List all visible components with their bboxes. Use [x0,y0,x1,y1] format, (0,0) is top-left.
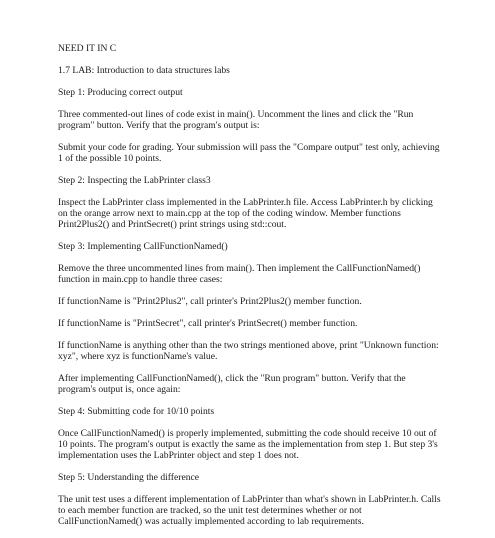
step5-paragraph-1: The unit test uses a different implementation of LabPrinter than what's shown in LabPrinter.h. Calls to each member function are tracked, so the unit test determines whether or not CallFunctionNamed() was actually implemented according to lab requirements. [58,494,441,527]
step4-paragraph-1: Once CallFunctionNamed() is properly implemented, submitting the code should receive 10 out of 10 points. The program's output is exactly the same as the implementation from step 1. But step 3's implementation uses the LabPrinter object and step 1 does not. [58,428,438,461]
step1-heading: Step 1: Producing correct output [58,87,183,98]
step2-paragraph-1: Inspect the LabPrinter class implemented in the LabPrinter.h file. Access LabPrinter.h by clicking on the orange arrow next to main.cpp at the top of the coding window. Member functions Print2Plus2() and PrintSecret() print strings using std::cout. [58,197,433,230]
document-body [58,43,442,538]
step3-paragraph-2: After implementing CallFunctionNamed(), click the "Run program" button. Verify that the program's output is, once again: [58,373,406,395]
step3-case-2: If functionName is "PrintSecret", call printer's PrintSecret() member function. [58,318,358,329]
step2-heading: Step 2: Inspecting the LabPrinter class3 [58,175,211,186]
document-title: NEED IT IN C [58,43,117,54]
lab-title: 1.7 LAB: Introduction to data structures labs [58,65,230,76]
step1-paragraph-2: Submit your code for grading. Your submission will pass the "Compare output" test only, achieving 1 of the possible 10 points. [58,142,440,164]
step1-paragraph-1: Three commented-out lines of code exist in main(). Uncomment the lines and click the "Run program" button. Verify that the program's output is: [58,109,414,131]
step3-paragraph-1: Remove the three uncommented lines from main(). Then implement the CallFunctionNamed() function in main.cpp to handle three cases: [58,263,421,285]
step3-heading: Step 3: Implementing CallFunctionNamed() [58,241,228,252]
step3-case-3: If functionName is anything other than the two strings mentioned above, print "Unknown function: xyz", where xyz is functionName's value. [58,340,439,362]
step3-case-1: If functionName is "Print2Plus2", call printer's Print2Plus2() member function. [58,296,362,307]
step5-heading: Step 5: Understanding the difference [58,472,200,483]
step4-heading: Step 4: Submitting code for 10/10 points [58,406,215,417]
